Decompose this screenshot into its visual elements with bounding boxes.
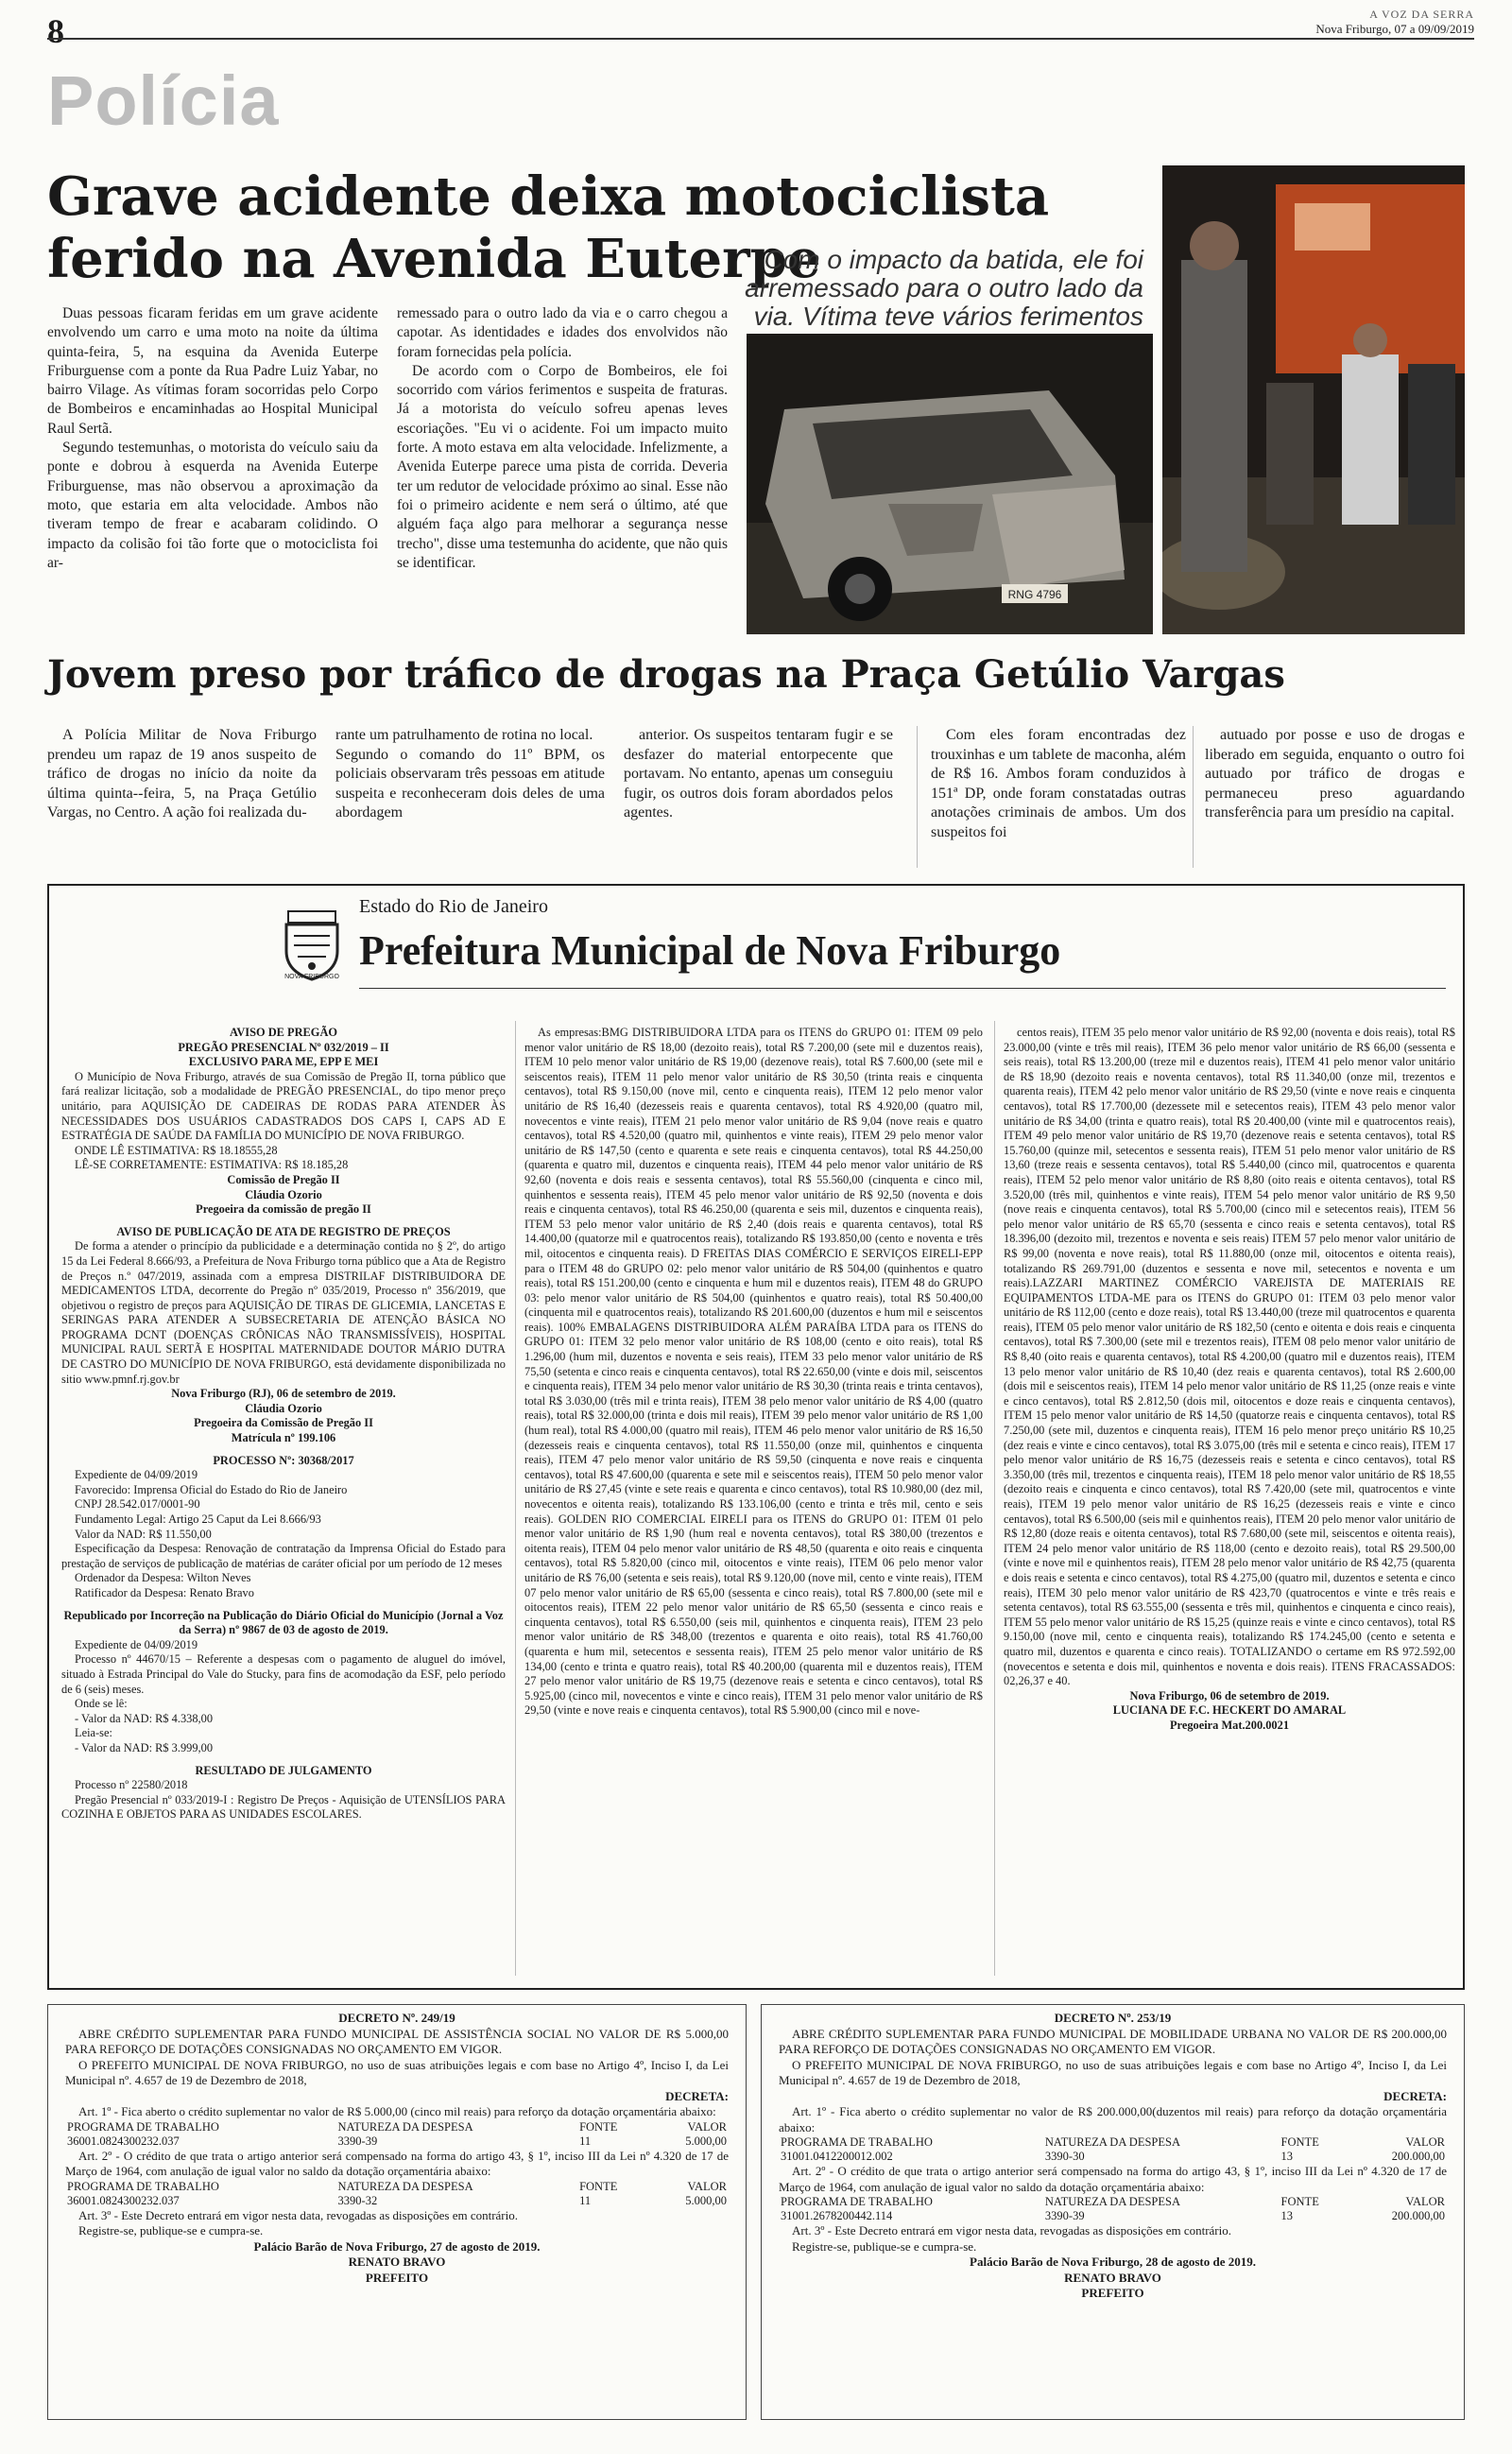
column-divider — [1193, 726, 1194, 868]
story1-paragraph: De acordo com o Corpo de Bombeiros, ele foi socorrido com vários ferimentos e suspeita de fraturas. Já a motorista do veículo sofreu apenas leves escoriações. "Eu vi o acidente. Foi um impacto muito forte. A moto estava em alta velocidade. Infelizmente, a Avenida Euterpe parece uma pista de corrida. Deveria ter um redutor de velocidade próximo ao sinal. Esse não foi o primeiro acidente e nem será o último, até que alguém faça algo para melhorar a segurança nesse trecho", disse uma testemunha do acidente, que não quis se identificar. — [397, 362, 728, 571]
story1-headline: Grave acidente deixa motociclista ferido na Avenida Euterpe — [47, 165, 1050, 290]
masthead — [1315, 8, 1474, 36]
decree-closing: Registre-se, publique-se e cumpra-se. — [78, 2223, 264, 2238]
decree-art3: Art. 3º - Este Decreto entrará em vigor nesta data, revogadas as disposições em contrário. — [78, 2207, 518, 2222]
notice-paragraph: ONDE LÊ ESTIMATIVA: R$ 18.18555,28 — [75, 1143, 278, 1157]
decree-table-2: PROGRAMA DE TRABALHO NATUREZA DA DESPESA FONTE VALOR 31001.2678200442.114 3390-39 13 200.000,00 — [781, 2195, 1445, 2222]
decree-art2: Art. 2º - O crédito de que trata o artigo anterior será compensado na forma do artigo 43, § 1º, inciso III da Lei nº 4.320 de 17 de Março de 1964, com anulação de igual valor no saldo da dotação orçamentária abaixo: — [779, 2164, 1447, 2194]
decree-preamble: O PREFEITO MUNICIPAL DE NOVA FRIBURGO, no uso de suas atribuições legais e com base no Artigo 4º, Inciso I, da Lei Municipal nº. 4.657 de 19 de Dezembro de 2018, — [65, 2057, 729, 2087]
column-divider — [994, 1021, 995, 1976]
story1-paragraph: Segundo testemunhas, o motorista do veículo saiu da ponte e dobrou à esquerda na Avenida Euterpe Friburguense, mas não observou a aproximação da moto, que estaria em alta velocidade. Ambos não tiveram tempo de frear e acabaram colidindo. O impacto da colisão foi tão forte que o motociclista foi ar- — [47, 440, 378, 571]
notice-heading: PROCESSO Nº: 30368/2017 — [213, 1453, 354, 1467]
decree-preamble: O PREFEITO MUNICIPAL DE NOVA FRIBURGO, no uso de suas atribuições legais e com base no Artigo 4º, Inciso I, da Lei Municipal nº. 4.657 de 19 de Dezembro de 2018, — [779, 2057, 1447, 2087]
column-divider — [917, 726, 918, 868]
notice-paragraph: Ordenador da Despesa: Wilton Neves — [75, 1571, 251, 1585]
notice-heading: Pregoeira da comissão de pregão II — [196, 1202, 371, 1217]
decree-role: PREFEITO — [1081, 2286, 1144, 2300]
notice-paragraph: Processo nº 22580/2018 — [75, 1778, 188, 1792]
notice-heading: Nova Friburgo, 06 de setembro de 2019. — [1129, 1688, 1330, 1702]
notice-heading: Matrícula nº 199.106 — [231, 1431, 336, 1445]
notice-heading: Pregoeira da Comissão de Pregão II — [194, 1416, 373, 1430]
prefeitura-state: Estado do Rio de Janeiro — [359, 896, 548, 917]
notice-spacer — [61, 1218, 506, 1225]
notice-paragraph: Expediente de 04/09/2019 — [75, 1468, 198, 1482]
notice-paragraph: Leia-se: — [75, 1726, 112, 1740]
notice-heading: Pregoeira Mat.200.0021 — [1169, 1718, 1290, 1732]
notice-paragraph: O Município de Nova Friburgo, através de sua Comissão de Pregão II, torna público que fará realizar licitação, sob a modalidade de PREGÃO PRESENCIAL, do tipo menor preço unitário, para AQUISIÇÃO DE CADEIRAS DE RODAS PARA ATENDER ÀS NECESSIDADES DOS USUÁRIOS CADASTRADOS DOS CAPS I, CAPS AD E ESTRATÉGIA DE SAÚDE DA FAMÍLIA DO MUNICÍPIO DE NOVA FRIBURGO. — [61, 1069, 506, 1143]
prefeitura-rule — [359, 988, 1446, 989]
notice-paragraph: Valor da NAD: R$ 11.550,00 — [75, 1527, 212, 1541]
story2-paragraph: anterior. Os suspeitos tentaram fugir e se desfazer do material entorpecente que portavam. No entanto, apenas um conseguiu fugir, os outros dois foram abordados pelos agentes. — [624, 727, 893, 821]
notice-paragraph: LÊ-SE CORRETAMENTE: ESTIMATIVA: R$ 18.185,28 — [75, 1158, 349, 1172]
notice-paragraph: Pregão Presencial nº 033/2019-I : Registro De Preços - Aquisição de UTENSÍLIOS PARA COZINHA E OBJETOS PARA AS UNIDADES ESCOLARES. — [61, 1792, 506, 1822]
notice-heading: Republicado por Incorreção na Publicação do Diário Oficial do Município (Jornal a Voz da Serra) nº 9867 de 03 de agosto de 2019. — [63, 1608, 504, 1637]
paper-name: A VOZ DA SERRA — [1369, 8, 1474, 21]
decree-253 — [761, 2004, 1465, 2420]
notice-paragraph: - Valor da NAD: R$ 3.999,00 — [75, 1740, 214, 1754]
decree-role: PREFEITO — [365, 2270, 429, 2285]
decree-249 — [47, 2004, 747, 2420]
notice-heading: Cláudia Ozorio — [245, 1401, 322, 1415]
notice-spacer — [61, 1446, 506, 1454]
notice-heading: Cláudia Ozorio — [245, 1187, 322, 1201]
prefeitura-column-left — [61, 1026, 506, 1823]
notice-spacer — [61, 1601, 506, 1609]
story2-column-3 — [624, 726, 893, 823]
header-rule — [47, 38, 1474, 40]
notice-heading: EXCLUSIVO PARA ME, EPP E MEI — [188, 1055, 379, 1069]
decree-table-1: PROGRAMA DE TRABALHO NATUREZA DA DESPESA FONTE VALOR 31001.0412200012.002 3390-30 13 200.000,00 — [781, 2135, 1445, 2163]
notice-paragraph: Especificação da Despesa: Renovação de contratação da Imprensa Oficial do Estado para prestação de serviços de publicação de matérias de caráter oficial por um período de 12 meses — [61, 1542, 506, 1570]
story2-paragraph: Com eles foram encontradas dez trouxinhas e um tablete de maconha, além de R$ 16. Ambos foram conduzidos à 151ª DP, onde foram constatadas outras anotações criminais de ambos. Um dos suspeitos foi — [931, 727, 1186, 840]
story2-paragraph: rante um patrulhamento de rotina no local. Segundo o comando do 11º BPM, os policiais observaram três pessoas em atitude suspeita e reconheceram dois deles de uma abordagem — [335, 727, 605, 821]
decree-title: DECRETO Nº. 253/19 — [1054, 2011, 1172, 2025]
rescue-scene-illustration — [1162, 165, 1465, 634]
story1-paragraph: Duas pessoas ficaram feridas em um grave acidente envolvendo um carro e uma moto na noite da última quinta-feira, 5, na esquina da Avenida Euterpe Friburguense com a ponte da Rua Padre Luiz Yabar, no bairro Vilage. As vítimas foram socorridas pelo Corpo de Bombeiros e encaminhadas ao Hospital Municipal Raul Sertã. — [47, 305, 378, 437]
decree-art3: Art. 3º - Este Decreto entrará em vigor nesta data, revogadas as disposições em contrário. — [792, 2223, 1231, 2238]
notice-heading: RESULTADO DE JULGAMENTO — [195, 1763, 372, 1777]
decree-decreta: DECRETA: — [665, 2088, 729, 2103]
decree-art1: Art. 1º - Fica aberto o crédito suplementar no valor de R$ 200.000,00(duzentos mil reais) para reforço da dotação orçamentária abaixo: — [779, 2104, 1447, 2134]
decree-art2: Art. 2º - O crédito de que trata o artigo anterior será compensado na forma do artigo 43, § 1º, inciso III da Lei nº 4.320 de 17 de Março de 1964, com anulação de igual valor no saldo da dotação orçamentária abaixo: — [65, 2148, 729, 2178]
story1-column-2 — [397, 304, 728, 573]
decree-place: Palácio Barão de Nova Friburgo, 28 de agosto de 2019. — [970, 2255, 1256, 2269]
story1-column-1 — [47, 304, 378, 573]
decree-signer: RENATO BRAVO — [348, 2255, 446, 2269]
decree-decreta: DECRETA: — [1383, 2088, 1447, 2103]
decree-title: DECRETO Nº. 249/19 — [338, 2011, 455, 2025]
story2-column-2 — [335, 726, 605, 823]
decree-place: Palácio Barão de Nova Friburgo, 27 de agosto de 2019. — [253, 2238, 541, 2254]
story2-paragraph: autuado por posse e uso de drogas e liberado em seguida, enquanto o outro foi autuado por tráfico de drogas e permaneceu preso aguardando transferência para um presídio na capital. — [1205, 727, 1465, 821]
story2-column-1 — [47, 726, 317, 823]
story2-column-5 — [1205, 726, 1465, 823]
decree-summary: ABRE CRÉDITO SUPLEMENTAR PARA FUNDO MUNICIPAL DE ASSISTÊNCIA SOCIAL NO VALOR DE R$ 5.000,00 PARA REFORÇO DE DOTAÇÕES CONSIGNADAS NO ORÇAMENTO EM VIGOR. — [65, 2026, 729, 2056]
notice-heading: LUCIANA DE F.C. HECKERT DO AMARAL — [1112, 1703, 1347, 1718]
decree-summary: ABRE CRÉDITO SUPLEMENTAR PARA FUNDO MUNICIPAL DE MOBILIDADE URBANA NO VALOR DE R$ 200.000,00 PARA REFORÇO DE DOTAÇÕES CONSIGNADAS NO ORÇAMENTO EM VIGOR. — [779, 2026, 1447, 2056]
license-plate: RNG 4796 — [1007, 588, 1062, 601]
notice-paragraph: De forma a atender o princípio da publicidade e a determinação contida no § 2º, do artigo 15 da Lei Federal 8.666/93, a Prefeitura de Nova Friburgo torna público que a Ata de Registro de Preços n.º 047/2019, assinada com a empresa DISTRILAF DISTRIBUIDORA DE MEDICAMENTOS LTDA, decorrente do Pregão nº 035/2019, Processo nº 356/2019, que objetivou o registro de preços para AQUISIÇÃO DE TIRAS DE GLICEMIA, LANCETAS E SERINGAS PARA ATENDER A SUBSECRETARIA DE ATENÇÃO BÁSICA NO PROGRAMA DCNT (DOENÇAS CRÔNICAS NÃO TRANSMISSÍVEIS), HOSPITAL MUNICIPAL RAUL SERTÃ E HOSPITAL MATERNIDADE DOUTOR MÁRIO DUTRA DE CASTRO DO MUNICÍPIO DE NOVA FRIBURGO, está devidamente disponibilizada no sitio www.pmnf.rj.gov.br — [61, 1239, 506, 1386]
story2-paragraph: A Polícia Militar de Nova Friburgo prendeu um rapaz de 19 anos suspeito de tráfico de drogas no início da noite da última quinta--feira, 5, na Praça Getúlio Vargas, no Centro. A ação foi realizada du- — [47, 727, 317, 821]
prefeitura-title: Prefeitura Municipal de Nova Friburgo — [359, 927, 1061, 974]
crashed-car-photo — [747, 334, 1153, 634]
bid-result-text: As empresas:BMG DISTRIBUIDORA LTDA para os ITENS do GRUPO 01: ITEM 09 pelo menor valor unitário de R$ 18,00 (dezoito reais), total R$ 7.200,00 (sete mil e duzentos reais), ITEM 10 pelo menor valor unitário de R$ 19,00 (dezenove reais), total R$ 7.600,00 (sete mil e seiscentos reais), ITEM 11 pelo menor valor unitário de R$ 30,50 (trinta reais e cinquenta centavos), total R$ 9.150,00 (nove mil, cento e cinquenta reais), ITEM 12 pelo menor valor unitário de R$ 16,40 (dezesseis reais e quarenta centavos), total R$ 4.920,00 (quatro mil, novecentos e vinte reais), ITEM 21 pelo menor valor unitário de R$ 9,04 (nove reais e quatro centavos), total R$ 4.520,00 (quatro mil, quinhentos e vinte reais), ITEM 29 pelo menor valor unitário de R$ 147,50 (cento e quarenta e sete reais e cinquenta centavos), total R$ 44.250,00 (quarenta e quatro mil, duzentos e cinquenta reais), ITEM 44 pelo menor valor unitário de R$ 92,60 (noventa e dois reais e sessenta centavos), total R$ 55.560,00 (cinquenta e cinco mil, quinhentos e sessenta reais), ITEM 45 pelo menor valor unitário de R$ 92,50 (noventa e dois reais e cinquenta centavos), total R$ 46.250,00 (quarenta e seis mil, duzentos e cinquenta reais), ITEM 53 pelo menor valor unitário de R$ 2,40 (dois reais e quarenta centavos), total R$ 14.400,00 (quatorze mil e quatrocentos reais), totalizando R$ 193.850,00 (cento e noventa e três mil, oitocentos e cinquenta reais). D FREITAS DIAS COMÉRCIO E SERVIÇOS EIRELI-EPP para o ITEM 48 do GRUPO 02: pelo menor valor unitário de R$ 504,00 (quinhentos e quatro reais), total R$ 151.200,00 (cento e cinquenta e hum mil e duzentos reais), ITEM 48 do GRUPO 03: pelo menor valor unitário de R$ 504,00 (quinhentos e quatro reais), total R$ 50.400,00 (cinquenta mil e quatrocentos reais), totalizando R$ 201.600,00 (duzentos e hum mil e seiscentos reais). 100% EMBALAGENS DISTRIBUIDORA ALÉM PARAÍBA LTDA para os ITENS do GRUPO 01: ITEM 32 pelo menor valor unitário de R$ 108,00 (cento e oito reais), total R$ 1.296,00 (hum mil, duzentos e noventa e seis reais), ITEM 33 pelo menor valor unitário de R$ 75,50 (setenta e cinco reais e cinquenta centavos), total R$ 22.650,00 (vinte e dois mil, seiscentos e cinquenta reais), ITEM 34 pelo menor valor unitário de R$ 30,30 (trinta reais e trinta centavos), total R$ 3.030,00 (três mil e trinta reais), ITEM 38 pelo menor valor unitário de R$ 4,00 (quatro reais), total R$ 32.000,00 (trinta e dois mil reais), ITEM 39 pelo menor valor unitário de R$ 1,00 (hum real), total R$ 4.000,00 (quatro mil reais), ITEM 46 pelo menor valor unitário de R$ 16,50 (dezesseis reais e cinquenta centavos), total R$ 11.550,00 (onze mil, quinhentos e cinquenta reais), ITEM 47 pelo menor valor unitário de R$ 59,50 (cinquenta e nove reais e cinquenta centavos), total R$ 47.600,00 (quarenta e sete mil e seiscentos reais), ITEM 50 pelo menor valor unitário de R$ 27,45 (vinte e sete reais e quarenta e cinco centavos), total R$ 10.980,00 (dez mil, novecentos e oitenta reais), totalizando R$ 133.106,00 (cento e trinta e três mil, cento e seis reais). GOLDEN RIO COMERCIAL EIRELI para os ITENS do GRUPO 01: ITEM 01 pelo menor valor unitário de R$ 1,90 (hum real e noventa centavos), total R$ 380,00 (trezentos e oitenta reais), ITEM 04 pelo menor valor unitário de R$ 48,50 (quarenta e oito reais e cinquenta centavos), total R$ 5.820,00 (cinco mil, oitocentos e vinte reais), ITEM 06 pelo menor valor unitário de R$ 76,00 (setenta e seis reais), total R$ 9.120,00 (nove mil, cento e vinte reais), ITEM 07 pelo menor valor unitário de R$ 65,00 (sessenta e cinco reais), total R$ 7.800,00 (sete mil e oitocentos reais), ITEM 22 pelo menor valor unitário de R$ 65,50 (sessenta e cinco reais e cinquenta centavos), total R$ 6.550,00 (seis mil, quinhentos e cinquenta reais), ITEM 23 pelo menor valor unitário de R$ 348,00 (trezentos e quarenta e oito reais), total R$ 41.760,00 (quarenta e hum mil, setecentos e sessenta reais), ITEM 25 pelo menor valor unitário de R$ 134,00 (cento e trinta e quatro reais), total R$ 40.200,00 (quarenta mil e duzentos reais), ITEM 27 pelo menor valor unitário de R$ 19,75 (dezenove reais e setenta e cinco centavos), total R$ 5.925,00 (cinco mil, novecentos e vinte e cinco reais), ITEM 31 pelo menor valor unitário de R$ 29,50 (vinte e nove reais e cinquenta centavos), total R$ 5.900,00 (cinco mil e nove- — [524, 1026, 983, 1718]
notice-paragraph: Processo nº 44670/15 – Referente a despesas com o pagamento de aluguel do imóvel, situado à Estrada Principal do Vale do Stucky, para fins de acomodação da ESF, pelo período de 6 (seis) meses. — [61, 1652, 506, 1696]
notice-heading: Nova Friburgo (RJ), 06 de setembro de 2019. — [171, 1387, 396, 1401]
section-title: Polícia — [47, 61, 280, 140]
crest-motto: NOVA FRIBURGO — [284, 974, 339, 980]
decree-art1: Art. 1º - Fica aberto o crédito suplementar no valor de R$ 5.000,00 (cinco mil reais) para reforço da dotação orçamentária abaixo: — [78, 2104, 716, 2118]
story1-paragraph: remessado para o outro lado da via e o carro chegou a capotar. As identidades e idades dos envolvidos não foram fornecidas pela polícia. — [397, 305, 728, 360]
notice-spacer — [61, 1756, 506, 1764]
notice-paragraph: CNPJ 28.542.017/0001-90 — [75, 1497, 200, 1512]
notice-paragraph: centos reais), ITEM 35 pelo menor valor unitário de R$ 92,00 (noventa e dois reais), total R$ 23.000,00 (vinte e três mil reais), ITEM 36 pelo menor valor unitário de R$ 66,00 (sessenta e seis reais), total R$ 13.200,00 (treze mil e duzentos reais), ITEM 41 pelo menor valor unitário de R$ 18,90 (dezoito reais e noventa centavos), total R$ 11.340,00 (onze mil, trezentos e quarenta reais), ITEM 42 pelo menor valor unitário de R$ 29,50 (vinte e nove reais e cinquenta centavos), total R$ 17.700,00 (dezessete mil e setecentos reais), ITEM 43 pelo menor valor unitário de R$ 34,00 (trinta e quatro reais), total R$ 20.400,00 (vinte mil e quatrocentos reais), ITEM 49 pelo menor valor unitário de R$ 19,70 (dezenove reais e setenta centavos), total R$ 15.760,00 (quinze mil, setecentos e sessenta reais), ITEM 51 pelo menor valor unitário de R$ 13,60 (treze reais e sessenta centavos), total R$ 5.440,00 (cinco mil, quatrocentos e quarenta reais), ITEM 52 pelo menor valor unitário de R$ 8,80 (oito reais e oitenta centavos), total R$ 3.520,00 (três mil, quinhentos e vinte reais), ITEM 54 pelo menor valor unitário de R$ 9,50 (nove reais e cinquenta centavos), total R$ 5.700,00 (cinco mil e setecentos reais), ITEM 56 pelo menor valor unitário de R$ 65,70 (sessenta e cinco reais e setenta centavos), total R$ 18.396,00 (dezoito mil, trezentos e noventa e seis reais) ITEM 57 pelo menor valor unitário de R$ 99,00 (noventa e nove reais), total R$ 11.880,00 (onze mil, oitocentos e oitenta reais), totalizando R$ 269.791,00 (duzentos e sessenta e nove mil, setecentos e noventa e um reais).LAZZARI MARTINEZ COMÉRCIO VAREJISTA DE MATERIAIS RE EQUIPAMENTOS LTDA-ME para os ITENS do GRUPO 01: ITEM 03 pelo menor valor unitário de R$ 112,00 (cento e doze reais), total R$ 13.440,00 (treze mil quatrocentos e quarenta reais), ITEM 05 pelo menor valor unitário de R$ 182,50 (cento e oitenta e dois reais e cinquenta centavos), total R$ 7.300,00 (sete mil e trezentos reais), ITEM 08 pelo menor valor unitário de R$ 8,40 (oito reais e quarenta centavos), total R$ 4.200,00 (quatro mil e duzentos reais), ITEM 13 pelo menor valor unitário de R$ 10,40 (dez reais e quarenta centavos), total R$ 2.600,00 (dois mil e seiscentos reais), ITEM 14 pelo menor valor unitário de R$ 11,25 (onze reais e vinte e cinco centavos), total R$ 2.812,50 (dois mil, oitocentos e doze reais e cinquenta centavos), ITEM 15 pelo menor valor unitário de R$ 14,50 (quatorze reais e cinquenta centavos), total R$ 7.250,00 (sete mil, duzentos e cinquenta reais), ITEM 16 pelo menor preço unitário R$ 10,25 (dez reais e vinte e cinco centavos), total R$ 3.075,00 (três mil e setenta e cinco reais), ITEM 17 pelo menor valor unitário de R$ 16,75 (dezesseis reais e setenta e cinco centavos), total R$ 3.350,00 (três mil, trezentos e cinquenta reais), ITEM 18 pelo menor valor unitário de R$ 18,55 (dezoito reais e cinquenta e cinco centavos), total R$ 7.420,00 (sete mil, quatrocentos e vinte reais), ITEM 19 pelo menor valor unitário de R$ 16,25 (dezesseis reais e vinte e cinco centavos), total R$ 6.500,00 (seis mil e quinhentos reais), ITEM 20 pelo menor valor unitário de R$ 12,80 (doze reais e oitenta centavos), total R$ 7.680,00 (sete mil, seiscentos e oitenta reais), ITEM 24 pelo menor valor unitário de R$ 118,00 (cento e dezoito reais), total R$ 29.500,00 (vinte e nove mil e quinhentos reais), ITEM 28 pelo menor valor unitário de R$ 42,75 (quarenta e dois reais e setenta e cinco centavos), total R$ 4.275,00 (quatro mil, duzentos e setenta e cinco reais), ITEM 30 pelo menor valor unitário de R$ 423,70 (quatrocentos e vinte e três reais e setenta centavos), total R$ 63.555,00 (sessenta e três mil, quinhentos e cinquenta e cinco reais), ITEM 55 pelo menor valor unitário de R$ 15,25 (quinze reais e vinte e cinco centavos), total R$ 9.150,00 (nove mil, cento e cinquenta reais), totalizando R$ 174.245,00 (cento e setenta e quatro mil, duzentos e quarenta e cinco reais). TOTALIZANDO o certame em R$ 972.592,00 (novecentos e setenta e dois mil, quinhentos e noventa e dois reais). ITENS FRACASSADOS: 02,26,37 e 40. — [1004, 1026, 1455, 1688]
story2-headline: Jovem preso por tráfico de drogas na Praça Getúlio Vargas — [47, 652, 1285, 697]
rescue-scene-photo — [1162, 165, 1465, 634]
decree-table-1: PROGRAMA DE TRABALHO NATUREZA DA DESPESA FONTE VALOR 36001.0824300232.037 3390-39 11 5.000,00 — [67, 2119, 727, 2148]
decree-signer: RENATO BRAVO — [1064, 2270, 1161, 2285]
notice-paragraph: Favorecido: Imprensa Oficial do Estado do Rio de Janeiro — [75, 1482, 348, 1496]
story1-photo-caption: Com o impacto da batida, ele foi arremessado para o outro lado da via. Vítima teve vários ferimentos — [745, 245, 1143, 331]
notice-heading: AVISO DE PREGÃO — [229, 1026, 338, 1039]
notice-paragraph: - Valor da NAD: R$ 4.338,00 — [75, 1711, 214, 1725]
page-number: 8 — [47, 12, 64, 50]
notice-heading: AVISO DE PUBLICAÇÃO DE ATA DE REGISTRO DE PREÇOS — [116, 1224, 451, 1238]
issue-date: Nova Friburgo, 07 a 09/09/2019 — [1315, 22, 1474, 36]
notice-heading: PREGÃO PRESENCIAL Nº 032/2019 – II — [178, 1040, 389, 1054]
story2-column-4 — [931, 726, 1186, 842]
notice-paragraph: Fundamento Legal: Artigo 25 Caput da Lei 8.666/93 — [75, 1512, 321, 1526]
prefeitura-column-right — [1004, 1026, 1455, 1734]
column-divider — [515, 1021, 516, 1976]
decree-table-2: PROGRAMA DE TRABALHO NATUREZA DA DESPESA FONTE VALOR 36001.0824300232.037 3390-32 11 5.000,00 — [67, 2179, 727, 2207]
crashed-car-illustration — [747, 334, 1153, 634]
decree-closing: Registre-se, publique-se e cumpra-se. — [792, 2238, 977, 2254]
notice-paragraph: Onde se lê: — [75, 1697, 128, 1711]
notice-heading: Comissão de Pregão II — [227, 1172, 340, 1186]
city-crest-icon — [269, 907, 354, 983]
notice-paragraph: Ratificador da Despesa: Renato Bravo — [75, 1585, 254, 1599]
notice-paragraph: Expediente de 04/09/2019 — [75, 1637, 198, 1651]
prefeitura-column-middle — [524, 1026, 983, 1719]
